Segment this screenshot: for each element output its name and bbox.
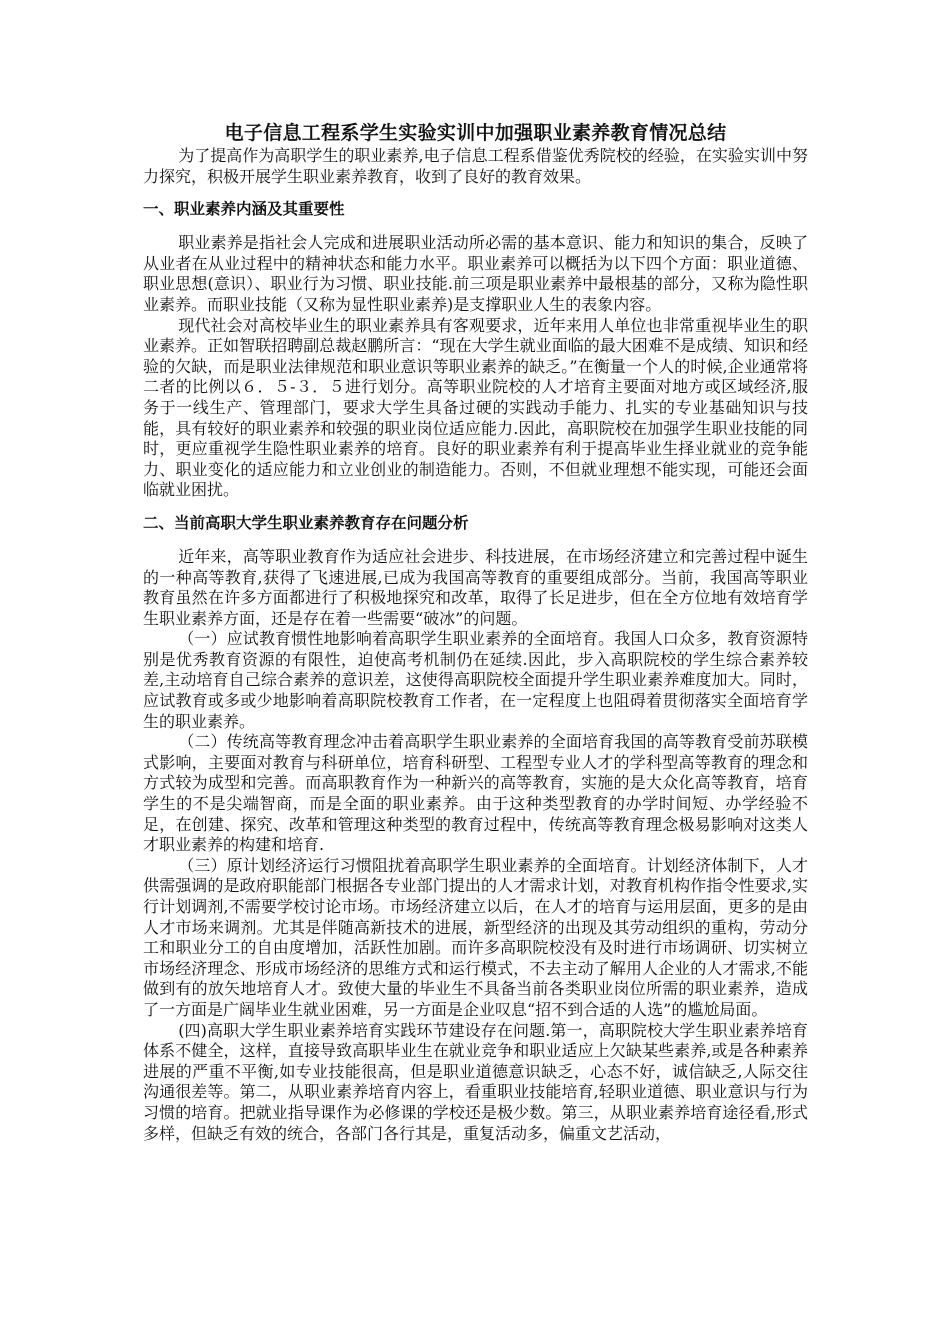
paragraph: （一）应试教育惯性地影响着高职学生职业素养的全面培育。我国人口众多，教育资源特别是优秀教育资源的有限性，迫使高考机制仍在延续.因此，步入高职院校的学生综合素养较差,主动培育自己综合素养的意识差，这使得高职院校全面提升学生职业素养难度加大。同时，应试教育或多或少地影响着高职院校教育工作者，在一定程度上也阻碍着贯彻落实全面培育学生的职业素养。 xyxy=(143,629,808,731)
intro-paragraph: 为了提高作为高职学生的职业素养,电子信息工程系借鉴优秀院校的经验，在实验实训中努力探究，积极开展学生职业素养教育，收到了良好的教育效果。 xyxy=(143,146,808,186)
paragraph: 职业素养是指社会人完成和进展职业活动所必需的基本意识、能力和知识的集合，反映了从业者在从业过程中的精神状态和能力水平。职业素养可以概括为以下四个方面：职业道德、职业思想(意识）、职业行为习惯、职业技能.前三项是职业素养中最根基的部分，又称为隐性职业素养。而职业技能（又称为显性职业素养)是支撑职业人生的表象内容。 xyxy=(143,233,808,314)
paragraph: （三）原计划经济运行习惯阻扰着高职学生职业素养的全面培育。计划经济体制下，人才供需强调的是政府职能部门根据各专业部门提出的人才需求计划，对教育机构作指令性要求,实行计划调剂,不需要学校讨论市场。市场经济建立以后，在人才的培育与运用层面，更多的是由人才市场来调剂。尤其是伴随高新技术的进展，新型经济的出现及其劳动组织的重构，劳动分工和职业分工的自由度增加，活跃性加剧。而许多高职院校没有及时进行市场调研、切实树立市场经济理念、形成市场经济的思维方式和运行模式，不去主动了解用人企业的人才需求,不能做到有的放矢地培育人才。致使大量的毕业生不具备当前各类职业岗位所需的职业素养，造成了一方面是广阔毕业生就业困难，另一方面是企业叹息“招不到合适的人选”的尴尬局面。 xyxy=(143,855,808,1019)
paragraph: (四)高职大学生职业素养培育实践环节建设存在问题.第一，高职院校大学生职业素养培育体系不健全，这样，直接导致高职毕业生在就业竞争和职业适应上欠缺某些素养,或是各种素养进展的严重不平衡,如专业技能很高，但是职业道德意识缺乏，心态不好，诚信缺乏,人际交往沟通很差等。第二，从职业素养培育内容上，看重职业技能培育,轻职业道德、职业意识与行为习惯的培育。把就业指导课作为必修课的学校还是极少数。第三，从职业素养培育途径看,形式多样，但缺乏有效的统合，各部门各行其是，重复活动多，偏重文艺活动， xyxy=(143,1020,808,1143)
section-heading-1: 一、职业素养内涵及其重要性 xyxy=(143,200,345,219)
document-title: 电子信息工程系学生实验实训中加强职业素养教育情况总结 xyxy=(224,122,727,144)
document-page xyxy=(143,120,808,1144)
paragraph: 现代社会对高校毕业生的职业素养具有客观要求，近年来用人单位也非常重视毕业生的职业素养。正如智联招聘副总裁赵鹏所言：“现在大学生就业面临的最大困难不是成绩、知识和经验的欠缺，而是职业法律规范和职业意识等职业素养的缺乏。”在衡量一个人的时候,企业通常将二者的比例以６．５-３．５进行划分。高等职业院校的人才培育主要面对地方或区域经济,服务于一线生产、管理部门，要求大学生具备过硬的实践动手能力、扎实的专业基础知识与技能，具有较好的职业素养和较强的职业岗位适应能力.因此，高职院校在加强学生职业技能的同时，更应重视学生隐性职业素养的培育。良好的职业素养有利于提高毕业生择业就业的竞争能力、职业变化的适应能力和立业创业的制造能力。否则，不但就业理想不能实现，可能还会面临就业困扰。 xyxy=(143,315,808,500)
section-heading-2: 二、当前高职大学生职业素养教育存在问题分析 xyxy=(143,513,469,532)
paragraph: （二）传统高等教育理念冲击着高职学生职业素养的全面培育我国的高等教育受前苏联模式影响，主要面对教育与科研单位，培育科研型、工程型专业人才的学科型高等教育的理念和方式较为成型和完善。而高职教育作为一种新兴的高等教育，实施的是大众化高等教育，培育学生的不是尖端智商，而是全面的职业素养。由于这种类型教育的办学时间短、办学经验不足，在创建、探究、改革和管理这种类型的教育过程中，传统高等教育理念极易影响对这类人才职业素养的构建和培育. xyxy=(143,732,808,855)
paragraph: 近年来，高等职业教育作为适应社会进步、科技进展，在市场经济建立和完善过程中诞生的一种高等教育,获得了飞速进展,已成为我国高等教育的重要组成部分。当前，我国高等职业教育虽然在许多方面都进行了积极地探究和改革，取得了长足进步，但在全方位地有效培育学生职业素养方面，还是存在着一些需要“破冰”的问题。 xyxy=(143,546,808,628)
